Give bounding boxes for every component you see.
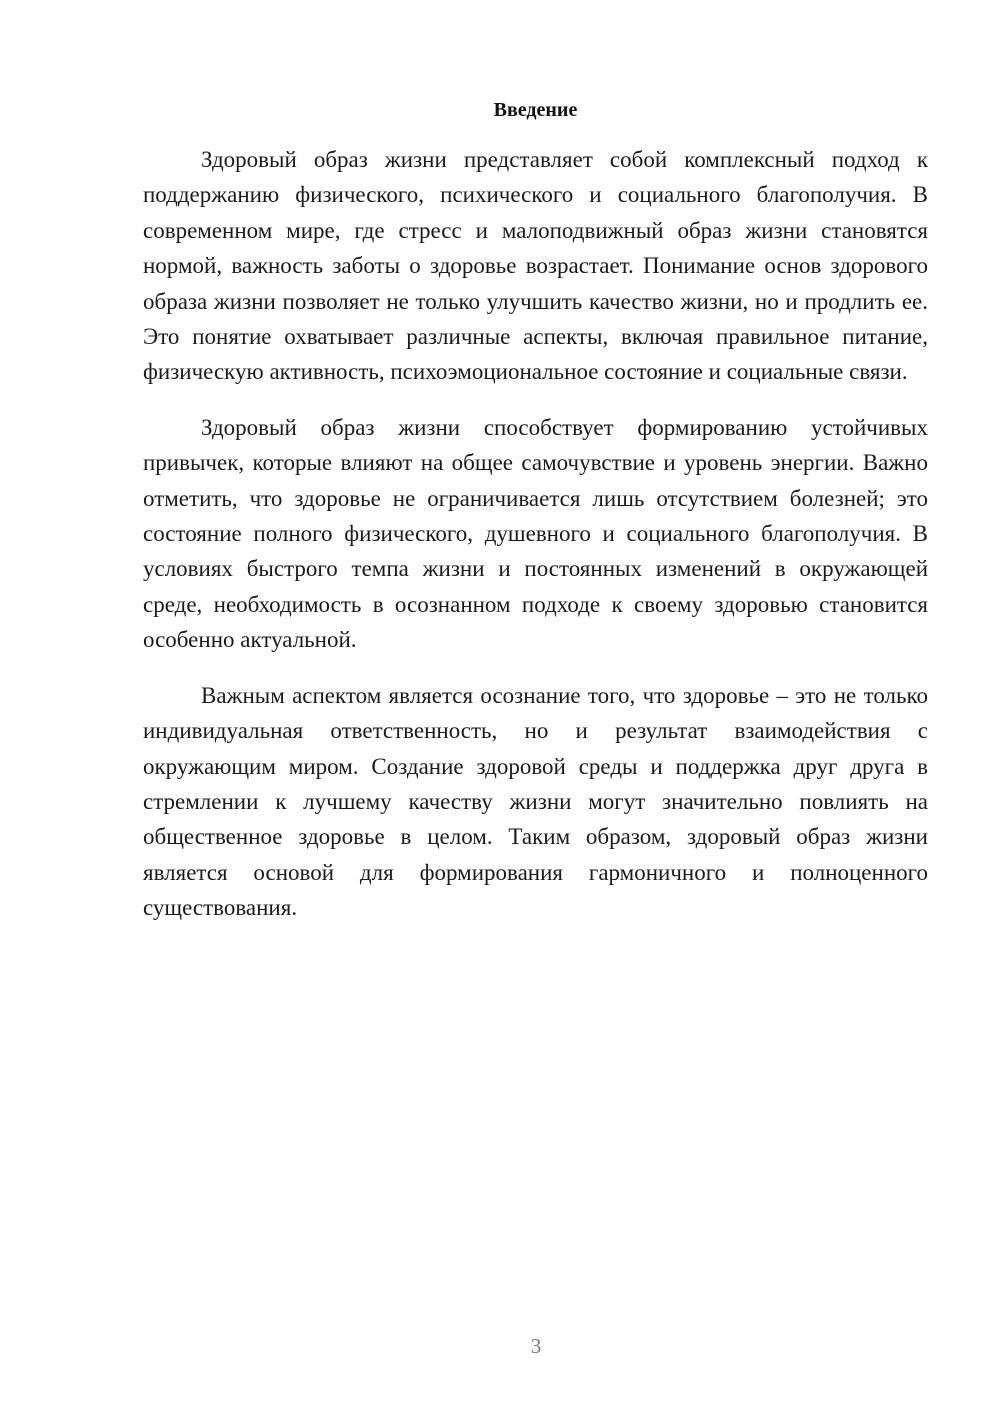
paragraph-3: Важным аспектом является осознание того, что здоровье – это не только индивидуальная ответственность, но и результат взаимодействия с окружающим миром. Создание здоровой среды и поддержка друг друга в стремлении к лучшему качеству жизни могут значительно повлиять на общественное здоровье в целом. Таким образом, здоровый образ жизни является основой для формирования гармоничного и полноценного существования. bbox=[143, 682, 928, 921]
section-heading: Введение bbox=[493, 99, 578, 121]
page-number: 3 bbox=[530, 1334, 542, 1358]
body-text bbox=[143, 142, 928, 946]
paragraph-2: Здоровый образ жизни способствует формированию устойчивых привычек, которые влияют на общее самочувствие и уровень энергии. Важно отметить, что здоровье не ограничивается лишь отсутствием болезней; это состояние полного физического, душевного и социального благополучия. В условиях быстрого темпа жизни и постоянных изменений в окружающей среде, необходимость в осознанном подходе к своему здоровью становится особенно актуальной. bbox=[143, 414, 928, 653]
paragraph-1: Здоровый образ жизни представляет собой комплексный подход к поддержанию физического, психического и социального благополучия. В современном мире, где стресс и малоподвижный образ жизни становятся нормой, важность заботы о здоровье возрастает. Понимание основ здорового образа жизни позволяет не только улучшить качество жизни, но и продлить ее. Это понятие охватывает различные аспекты, включая правильное питание, физическую активность, психоэмоциональное состояние и социальные связи. bbox=[143, 147, 928, 385]
